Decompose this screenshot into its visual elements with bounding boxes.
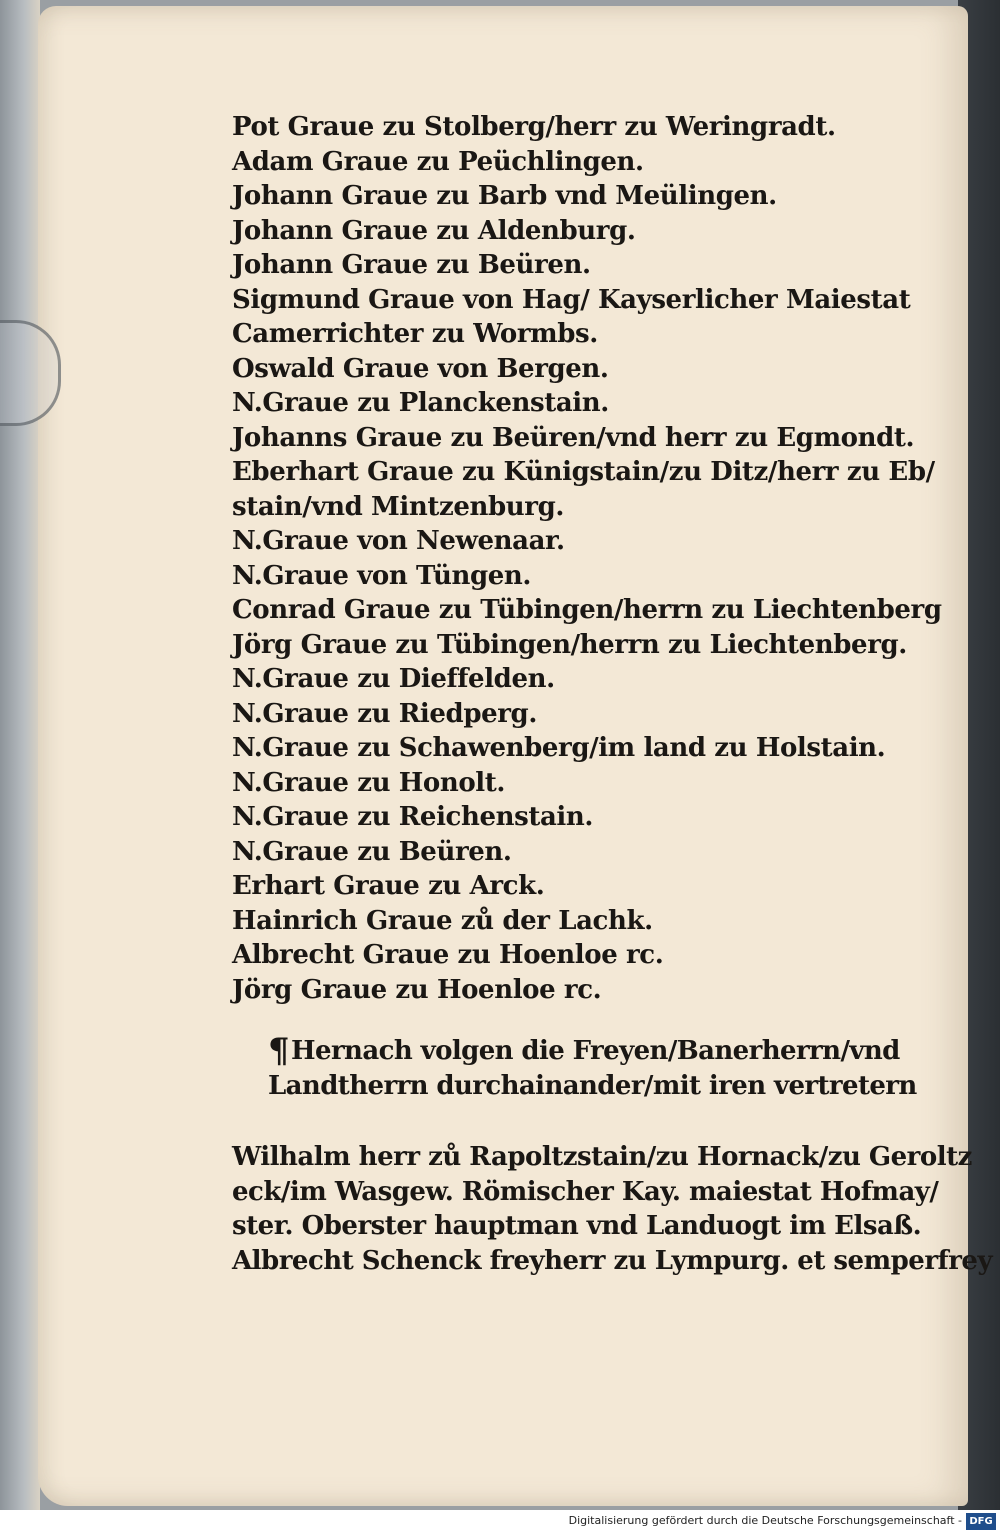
list-item: Johanns Graue zu Beüren/vnd herr zu Egmondt. (232, 422, 915, 453)
list-item: N.Graue zu Riedperg. (232, 698, 537, 729)
list-item: Albrecht Schenck freyherr zu Lympurg. et semperfrey (232, 1245, 993, 1276)
page-edge-shadow (0, 0, 40, 1510)
list-item: eck/im Wasgew. Römischer Kay. maiestat Hofmay/ (232, 1176, 939, 1207)
list-item: Eberhart Graue zu Künigstain/zu Ditz/herr zu Eb/ (232, 457, 935, 487)
list-item: Adam Graue zu Peüchlingen. (232, 146, 644, 177)
list-item: Albrecht Graue zu Hoenloe rc. (232, 940, 664, 970)
list-item: Jörg Graue zu Tübingen/herrn zu Liechtenberg. (232, 629, 907, 660)
list-item: Johann Graue zu Beüren. (232, 250, 591, 280)
list-item: Erhart Graue zu Arck. (232, 871, 545, 901)
list-item: N.Graue zu Beüren. (232, 836, 512, 867)
list-item: N.Graue zu Dieffelden. (232, 664, 555, 694)
heading-line-2: Landtherrn durchainander/mit iren vertretern (268, 1070, 917, 1101)
lower-list (232, 1140, 992, 1278)
list-item: N.Graue zu Reichenstain. (232, 802, 594, 832)
section-heading (268, 1031, 917, 1103)
list-item: Johann Graue zu Aldenburg. (232, 215, 636, 246)
list-item: N.Graue zu Honolt. (232, 767, 506, 798)
list-item: Hainrich Graue zů der Lachk. (232, 905, 653, 936)
list-item: Johann Graue zu Barb vnd Meülingen. (232, 181, 777, 211)
heading-line-1: Hernach volgen die Freyen/Banerherrn/vnd (291, 1036, 900, 1066)
list-item: Conrad Graue zu Tübingen/herrn zu Liechtenberg (232, 595, 942, 625)
list-item: Wilhalm herr zů Rapoltzstain/zu Hornack/zu Geroltz (232, 1142, 972, 1172)
list-item: N.Graue zu Schawenberg/im land zu Holstain. (232, 733, 886, 763)
list-item: N.Graue von Tüngen. (232, 560, 532, 591)
footer-bar (0, 1510, 1000, 1535)
list-item: Camerrichter zu Wormbs. (232, 319, 598, 349)
list-item: N.Graue von Newenaar. (232, 526, 565, 556)
list-item: ster. Oberster hauptman vnd Landuogt im Elsaß. (232, 1211, 922, 1241)
list-item: N.Graue zu Planckenstain. (232, 388, 609, 418)
pilcrow-mark: ¶ (268, 1031, 290, 1071)
list-item: stain/vnd Mintzenburg. (232, 491, 565, 522)
list-item: Oswald Graue von Bergen. (232, 353, 609, 384)
dfg-logo: DFG (966, 1513, 996, 1530)
list-item: Jörg Graue zu Hoenloe rc. (232, 974, 602, 1005)
main-list (232, 110, 972, 1007)
list-item: Pot Graue zu Stolberg/herr zu Weringradt. (232, 112, 836, 142)
list-item: Sigmund Graue von Hag/ Kayserlicher Maiestat (232, 284, 911, 315)
funding-notice: Digitalisierung gefördert durch die Deutsche Forschungsgemeinschaft - (568, 1514, 962, 1527)
